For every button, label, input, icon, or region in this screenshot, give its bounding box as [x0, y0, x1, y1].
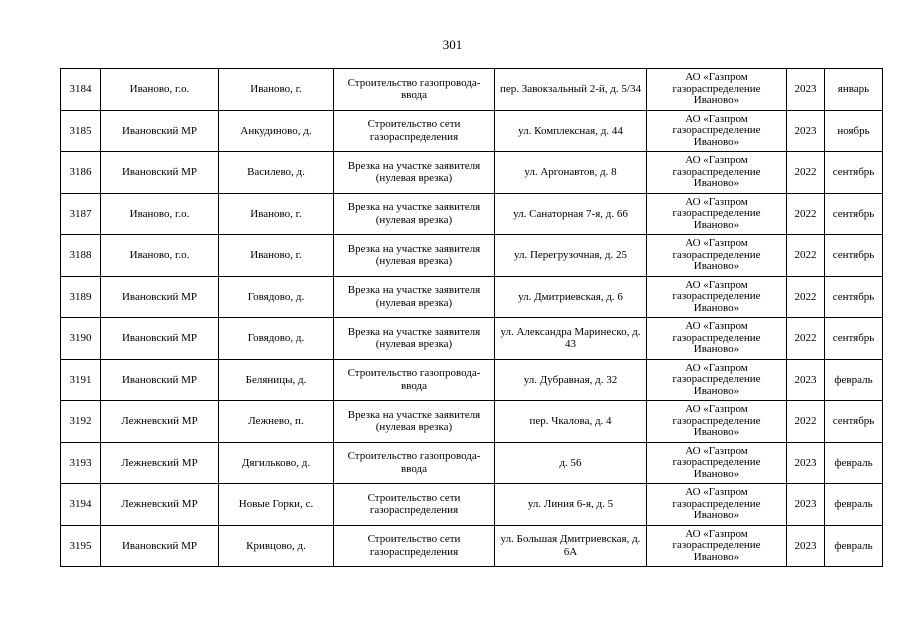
organization-cell: АО «Газпром газораспределение Иваново» [647, 69, 787, 111]
settlement-cell: Иваново, г. [219, 69, 334, 111]
organization-cell: АО «Газпром газораспределение Иваново» [647, 318, 787, 360]
table-row [61, 276, 883, 318]
settlement-cell: Говядово, д. [219, 276, 334, 318]
month-cell: февраль [825, 359, 883, 401]
district-cell: Иваново, г.о. [101, 235, 219, 277]
address-cell: ул. Санаторная 7-я, д. 66 [495, 193, 647, 235]
table-row [61, 442, 883, 484]
row-number-cell: 3184 [61, 69, 101, 111]
year-cell: 2023 [787, 110, 825, 152]
settlement-cell: Василево, д. [219, 152, 334, 194]
organization-cell: АО «Газпром газораспределение Иваново» [647, 235, 787, 277]
work-type-cell: Врезка на участке заявителя (нулевая врезка) [334, 235, 495, 277]
organization-cell: АО «Газпром газораспределение Иваново» [647, 110, 787, 152]
row-number-cell: 3189 [61, 276, 101, 318]
year-cell: 2022 [787, 152, 825, 194]
settlement-cell: Анкудиново, д. [219, 110, 334, 152]
address-cell: ул. Большая Дмитриевская, д. 6А [495, 525, 647, 567]
year-cell: 2023 [787, 442, 825, 484]
district-cell: Лежневский МР [101, 484, 219, 526]
district-cell: Лежневский МР [101, 442, 219, 484]
address-cell: ул. Перегрузочная, д. 25 [495, 235, 647, 277]
work-type-cell: Строительство сети газораспределения [334, 525, 495, 567]
month-cell: сентябрь [825, 152, 883, 194]
work-type-cell: Врезка на участке заявителя (нулевая врезка) [334, 318, 495, 360]
table-row [61, 401, 883, 443]
row-number-cell: 3193 [61, 442, 101, 484]
settlement-cell: Новые Горки, с. [219, 484, 334, 526]
registry-table-body [61, 69, 883, 567]
work-type-cell: Строительство газопровода-ввода [334, 359, 495, 401]
page-number: 301 [442, 37, 463, 52]
address-cell: ул. Дубравная, д. 32 [495, 359, 647, 401]
address-cell: д. 56 [495, 442, 647, 484]
year-cell: 2022 [787, 235, 825, 277]
settlement-cell: Лежнево, п. [219, 401, 334, 443]
district-cell: Ивановский МР [101, 276, 219, 318]
table-row [61, 318, 883, 360]
year-cell: 2023 [787, 525, 825, 567]
row-number-cell: 3188 [61, 235, 101, 277]
district-cell: Иваново, г.о. [101, 193, 219, 235]
month-cell: сентябрь [825, 276, 883, 318]
district-cell: Иваново, г.о. [101, 69, 219, 111]
work-type-cell: Строительство газопровода-ввода [334, 442, 495, 484]
settlement-cell: Говядово, д. [219, 318, 334, 360]
address-cell: ул. Аргонавтов, д. 8 [495, 152, 647, 194]
table-row [61, 359, 883, 401]
address-cell: пер. Завокзальный 2-й, д. 5/34 [495, 69, 647, 111]
settlement-cell: Дягильково, д. [219, 442, 334, 484]
district-cell: Лежневский МР [101, 401, 219, 443]
address-cell: ул. Александра Маринеско, д. 43 [495, 318, 647, 360]
row-number-cell: 3194 [61, 484, 101, 526]
table-row [61, 69, 883, 111]
settlement-cell: Иваново, г. [219, 193, 334, 235]
year-cell: 2022 [787, 318, 825, 360]
row-number-cell: 3190 [61, 318, 101, 360]
table-row [61, 525, 883, 567]
year-cell: 2023 [787, 359, 825, 401]
work-type-cell: Врезка на участке заявителя (нулевая врезка) [334, 193, 495, 235]
year-cell: 2023 [787, 484, 825, 526]
month-cell: февраль [825, 442, 883, 484]
row-number-cell: 3186 [61, 152, 101, 194]
year-cell: 2022 [787, 276, 825, 318]
year-cell: 2022 [787, 193, 825, 235]
address-cell: пер. Чкалова, д. 4 [495, 401, 647, 443]
table-row [61, 152, 883, 194]
month-cell: февраль [825, 525, 883, 567]
month-cell: сентябрь [825, 401, 883, 443]
row-number-cell: 3191 [61, 359, 101, 401]
organization-cell: АО «Газпром газораспределение Иваново» [647, 152, 787, 194]
district-cell: Ивановский МР [101, 525, 219, 567]
settlement-cell: Кривцово, д. [219, 525, 334, 567]
work-type-cell: Строительство газопровода-ввода [334, 69, 495, 111]
settlement-cell: Беляницы, д. [219, 359, 334, 401]
organization-cell: АО «Газпром газораспределение Иваново» [647, 193, 787, 235]
district-cell: Ивановский МР [101, 359, 219, 401]
registry-table [60, 68, 883, 567]
work-type-cell: Строительство сети газораспределения [334, 110, 495, 152]
row-number-cell: 3192 [61, 401, 101, 443]
organization-cell: АО «Газпром газораспределение Иваново» [647, 276, 787, 318]
month-cell: сентябрь [825, 193, 883, 235]
row-number-cell: 3195 [61, 525, 101, 567]
row-number-cell: 3187 [61, 193, 101, 235]
organization-cell: АО «Газпром газораспределение Иваново» [647, 401, 787, 443]
work-type-cell: Строительство сети газораспределения [334, 484, 495, 526]
address-cell: ул. Комплексная, д. 44 [495, 110, 647, 152]
organization-cell: АО «Газпром газораспределение Иваново» [647, 442, 787, 484]
table-row [61, 193, 883, 235]
year-cell: 2022 [787, 401, 825, 443]
month-cell: январь [825, 69, 883, 111]
work-type-cell: Врезка на участке заявителя (нулевая врезка) [334, 401, 495, 443]
table-row [61, 235, 883, 277]
month-cell: сентябрь [825, 318, 883, 360]
table-row [61, 110, 883, 152]
district-cell: Ивановский МР [101, 152, 219, 194]
table-row [61, 484, 883, 526]
month-cell: сентябрь [825, 235, 883, 277]
organization-cell: АО «Газпром газораспределение Иваново» [647, 525, 787, 567]
address-cell: ул. Линия 6-я, д. 5 [495, 484, 647, 526]
organization-cell: АО «Газпром газораспределение Иваново» [647, 484, 787, 526]
address-cell: ул. Дмитриевская, д. 6 [495, 276, 647, 318]
month-cell: февраль [825, 484, 883, 526]
district-cell: Ивановский МР [101, 318, 219, 360]
work-type-cell: Врезка на участке заявителя (нулевая врезка) [334, 276, 495, 318]
settlement-cell: Иваново, г. [219, 235, 334, 277]
row-number-cell: 3185 [61, 110, 101, 152]
district-cell: Ивановский МР [101, 110, 219, 152]
month-cell: ноябрь [825, 110, 883, 152]
year-cell: 2023 [787, 69, 825, 111]
work-type-cell: Врезка на участке заявителя (нулевая врезка) [334, 152, 495, 194]
organization-cell: АО «Газпром газораспределение Иваново» [647, 359, 787, 401]
